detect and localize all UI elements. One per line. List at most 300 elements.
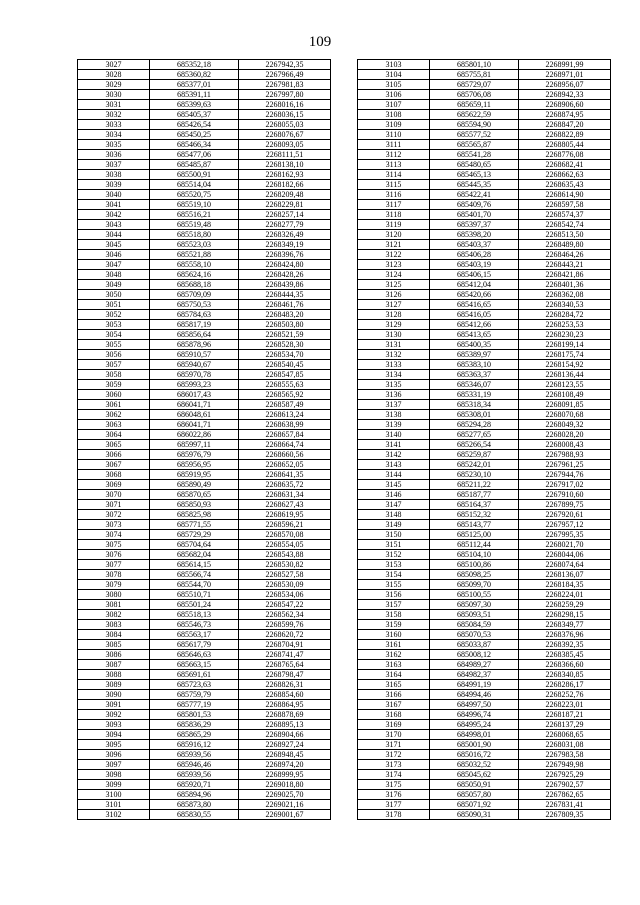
point-number-cell: 3033 [78, 120, 150, 130]
y-coordinate-cell: 2268008,43 [519, 440, 611, 450]
y-coordinate-cell: 2268530,09 [239, 580, 331, 590]
table-row [78, 390, 331, 400]
point-number-cell: 3168 [358, 710, 430, 720]
point-number-cell: 3097 [78, 760, 150, 770]
y-coordinate-cell: 2268137,29 [519, 720, 611, 730]
x-coordinate-cell: 685032,52 [430, 760, 519, 770]
point-number-cell: 3103 [358, 60, 430, 70]
point-number-cell: 3091 [78, 700, 150, 710]
y-coordinate-cell: 2268028,20 [519, 430, 611, 440]
point-number-cell: 3161 [358, 640, 430, 650]
y-coordinate-cell: 2268619,95 [239, 510, 331, 520]
x-coordinate-cell: 685830,55 [150, 810, 239, 820]
point-number-cell: 3034 [78, 130, 150, 140]
x-coordinate-cell: 685400,35 [430, 340, 519, 350]
y-coordinate-cell: 2267925,29 [519, 770, 611, 780]
point-number-cell: 3039 [78, 180, 150, 190]
point-number-cell: 3059 [78, 380, 150, 390]
y-coordinate-cell: 2268627,43 [239, 500, 331, 510]
point-number-cell: 3085 [78, 640, 150, 650]
x-coordinate-cell: 685406,15 [430, 270, 519, 280]
x-coordinate-cell: 685709,09 [150, 290, 239, 300]
x-coordinate-cell: 685946,46 [150, 760, 239, 770]
table-row [78, 790, 331, 800]
point-number-cell: 3076 [78, 550, 150, 560]
point-number-cell: 3094 [78, 730, 150, 740]
point-number-cell: 3171 [358, 740, 430, 750]
point-number-cell: 3159 [358, 620, 430, 630]
table-row [358, 670, 611, 680]
x-coordinate-cell: 686048,61 [150, 410, 239, 420]
point-number-cell: 3164 [358, 670, 430, 680]
point-number-cell: 3173 [358, 760, 430, 770]
point-number-cell: 3042 [78, 210, 150, 220]
table-row [78, 70, 331, 80]
y-coordinate-cell: 2268597,58 [519, 200, 611, 210]
point-number-cell: 3069 [78, 480, 150, 490]
table-row [78, 300, 331, 310]
table-row [358, 700, 611, 710]
y-coordinate-cell: 2267981,83 [239, 80, 331, 90]
x-coordinate-cell: 685777,19 [150, 700, 239, 710]
y-coordinate-cell: 2268209,48 [239, 190, 331, 200]
y-coordinate-cell: 2268652,05 [239, 460, 331, 470]
table-row [78, 180, 331, 190]
x-coordinate-cell: 685164,37 [430, 500, 519, 510]
x-coordinate-cell: 685098,25 [430, 570, 519, 580]
table-row [358, 200, 611, 210]
table-row [358, 600, 611, 610]
point-number-cell: 3123 [358, 260, 430, 270]
point-number-cell: 3092 [78, 710, 150, 720]
point-number-cell: 3122 [358, 250, 430, 260]
point-number-cell: 3142 [358, 450, 430, 460]
point-number-cell: 3134 [358, 370, 430, 380]
table-row [358, 570, 611, 580]
x-coordinate-cell: 685873,80 [150, 800, 239, 810]
y-coordinate-cell: 2268904,66 [239, 730, 331, 740]
point-number-cell: 3141 [358, 440, 430, 450]
table-row [78, 310, 331, 320]
y-coordinate-cell: 2268878,69 [239, 710, 331, 720]
y-coordinate-cell: 2268534,06 [239, 590, 331, 600]
table-row [358, 790, 611, 800]
point-number-cell: 3084 [78, 630, 150, 640]
x-coordinate-cell: 685546,73 [150, 620, 239, 630]
y-coordinate-cell: 2268224,01 [519, 590, 611, 600]
table-row [358, 490, 611, 500]
x-coordinate-cell: 685377,01 [150, 80, 239, 90]
table-row [358, 630, 611, 640]
y-coordinate-cell: 2268741,47 [239, 650, 331, 660]
table-row [358, 190, 611, 200]
y-coordinate-cell: 2268298,15 [519, 610, 611, 620]
table-row [78, 700, 331, 710]
x-coordinate-cell: 685093,51 [430, 610, 519, 620]
x-coordinate-cell: 685294,28 [430, 420, 519, 430]
y-coordinate-cell: 2268385,45 [519, 650, 611, 660]
y-coordinate-cell: 2268376,96 [519, 630, 611, 640]
y-coordinate-cell: 2268154,92 [519, 360, 611, 370]
y-coordinate-cell: 2268641,35 [239, 470, 331, 480]
table-row [358, 750, 611, 760]
table-row [78, 440, 331, 450]
point-number-cell: 3162 [358, 650, 430, 660]
x-coordinate-cell: 686041,71 [150, 400, 239, 410]
point-number-cell: 3098 [78, 770, 150, 780]
table-row [358, 500, 611, 510]
point-number-cell: 3053 [78, 320, 150, 330]
y-coordinate-cell: 2268927,24 [239, 740, 331, 750]
y-coordinate-cell: 2267902,57 [519, 780, 611, 790]
x-coordinate-cell: 685409,76 [430, 200, 519, 210]
point-number-cell: 3145 [358, 480, 430, 490]
table-row [358, 510, 611, 520]
x-coordinate-cell: 685352,18 [150, 60, 239, 70]
x-coordinate-cell: 685729,07 [430, 80, 519, 90]
table-row [78, 100, 331, 110]
x-coordinate-cell: 685033,87 [430, 640, 519, 650]
y-coordinate-cell: 2268974,20 [239, 760, 331, 770]
point-number-cell: 3105 [358, 80, 430, 90]
point-number-cell: 3077 [78, 560, 150, 570]
y-coordinate-cell: 2268631,34 [239, 490, 331, 500]
y-coordinate-cell: 2268895,13 [239, 720, 331, 730]
x-coordinate-cell: 685100,55 [430, 590, 519, 600]
point-number-cell: 3165 [358, 680, 430, 690]
point-number-cell: 3147 [358, 500, 430, 510]
point-number-cell: 3072 [78, 510, 150, 520]
point-number-cell: 3046 [78, 250, 150, 260]
y-coordinate-cell: 2268599,76 [239, 620, 331, 630]
point-number-cell: 3086 [78, 650, 150, 660]
x-coordinate-cell: 685624,16 [150, 270, 239, 280]
point-number-cell: 3027 [78, 60, 150, 70]
x-coordinate-cell: 685865,29 [150, 730, 239, 740]
point-number-cell: 3054 [78, 330, 150, 340]
y-coordinate-cell: 2268613,24 [239, 410, 331, 420]
table-row [358, 530, 611, 540]
table-row [358, 350, 611, 360]
x-coordinate-cell: 685211,22 [430, 480, 519, 490]
point-number-cell: 3028 [78, 70, 150, 80]
x-coordinate-cell: 685878,96 [150, 340, 239, 350]
point-number-cell: 3144 [358, 470, 430, 480]
y-coordinate-cell: 2267920,61 [519, 510, 611, 520]
x-coordinate-cell: 685704,64 [150, 540, 239, 550]
y-coordinate-cell: 2268854,60 [239, 690, 331, 700]
table-row [78, 420, 331, 430]
table-row [78, 370, 331, 380]
table-row [358, 800, 611, 810]
point-number-cell: 3172 [358, 750, 430, 760]
y-coordinate-cell: 2268682,41 [519, 160, 611, 170]
y-coordinate-cell: 2268340,85 [519, 670, 611, 680]
y-coordinate-cell: 2267899,75 [519, 500, 611, 510]
x-coordinate-cell: 685516,21 [150, 210, 239, 220]
y-coordinate-cell: 2267944,76 [519, 470, 611, 480]
y-coordinate-cell: 2268554,05 [239, 540, 331, 550]
x-coordinate-cell: 685566,74 [150, 570, 239, 580]
point-number-cell: 3149 [358, 520, 430, 530]
point-number-cell: 3140 [358, 430, 430, 440]
x-coordinate-cell: 685940,67 [150, 360, 239, 370]
x-coordinate-cell: 685331,19 [430, 390, 519, 400]
y-coordinate-cell: 2268392,35 [519, 640, 611, 650]
y-coordinate-cell: 2268229,81 [239, 200, 331, 210]
point-number-cell: 3063 [78, 420, 150, 430]
table-row [78, 230, 331, 240]
table-row [78, 740, 331, 750]
y-coordinate-cell: 2268252,76 [519, 690, 611, 700]
x-coordinate-cell: 685541,28 [430, 150, 519, 160]
y-coordinate-cell: 2268530,82 [239, 560, 331, 570]
point-number-cell: 3108 [358, 110, 430, 120]
table-row [358, 230, 611, 240]
table-row [358, 380, 611, 390]
x-coordinate-cell: 685659,11 [430, 100, 519, 110]
table-row [358, 310, 611, 320]
x-coordinate-cell: 685152,32 [430, 510, 519, 520]
x-coordinate-cell: 684997,50 [430, 700, 519, 710]
point-number-cell: 3066 [78, 450, 150, 460]
coordinates-table-left [77, 59, 331, 820]
y-coordinate-cell: 2268182,66 [239, 180, 331, 190]
y-coordinate-cell: 2268864,95 [239, 700, 331, 710]
table-row [358, 420, 611, 430]
table-row [78, 670, 331, 680]
table-row [78, 590, 331, 600]
point-number-cell: 3158 [358, 610, 430, 620]
y-coordinate-cell: 2268136,07 [519, 570, 611, 580]
point-number-cell: 3169 [358, 720, 430, 730]
point-number-cell: 3078 [78, 570, 150, 580]
point-number-cell: 3043 [78, 220, 150, 230]
point-number-cell: 3074 [78, 530, 150, 540]
point-number-cell: 3070 [78, 490, 150, 500]
y-coordinate-cell: 2267995,35 [519, 530, 611, 540]
table-row [78, 730, 331, 740]
point-number-cell: 3075 [78, 540, 150, 550]
y-coordinate-cell: 2267988,93 [519, 450, 611, 460]
table-row [358, 120, 611, 130]
y-coordinate-cell: 2268349,77 [519, 620, 611, 630]
x-coordinate-cell: 685412,66 [430, 320, 519, 330]
y-coordinate-cell: 2268874,95 [519, 110, 611, 120]
y-coordinate-cell: 2269025,70 [239, 790, 331, 800]
y-coordinate-cell: 2268199,14 [519, 340, 611, 350]
table-row [78, 160, 331, 170]
x-coordinate-cell: 685916,12 [150, 740, 239, 750]
y-coordinate-cell: 2268906,60 [519, 100, 611, 110]
point-number-cell: 3155 [358, 580, 430, 590]
point-number-cell: 3082 [78, 610, 150, 620]
point-number-cell: 3136 [358, 390, 430, 400]
point-number-cell: 3110 [358, 130, 430, 140]
table-row [358, 130, 611, 140]
table-row [78, 720, 331, 730]
table-row [78, 290, 331, 300]
table-row [358, 400, 611, 410]
table-row [78, 80, 331, 90]
x-coordinate-cell: 685817,19 [150, 320, 239, 330]
x-coordinate-cell: 685518,13 [150, 610, 239, 620]
x-coordinate-cell: 685391,11 [150, 90, 239, 100]
y-coordinate-cell: 2267942,35 [239, 60, 331, 70]
x-coordinate-cell: 685070,53 [430, 630, 519, 640]
y-coordinate-cell: 2268503,80 [239, 320, 331, 330]
point-number-cell: 3118 [358, 210, 430, 220]
y-coordinate-cell: 2268136,44 [519, 370, 611, 380]
y-coordinate-cell: 2268259,29 [519, 600, 611, 610]
x-coordinate-cell: 685308,01 [430, 410, 519, 420]
table-row [78, 400, 331, 410]
table-row [78, 540, 331, 550]
table-row [358, 460, 611, 470]
table-row [78, 690, 331, 700]
x-coordinate-cell: 685519,10 [150, 200, 239, 210]
point-number-cell: 3114 [358, 170, 430, 180]
table-row [358, 180, 611, 190]
x-coordinate-cell: 685001,90 [430, 740, 519, 750]
table-row [78, 780, 331, 790]
point-number-cell: 3064 [78, 430, 150, 440]
table-row [78, 640, 331, 650]
table-row [78, 130, 331, 140]
x-coordinate-cell: 685521,88 [150, 250, 239, 260]
x-coordinate-cell: 685445,35 [430, 180, 519, 190]
point-number-cell: 3050 [78, 290, 150, 300]
table-row [358, 730, 611, 740]
page-number: 109 [308, 34, 332, 50]
x-coordinate-cell: 685801,53 [150, 710, 239, 720]
table-row [78, 120, 331, 130]
point-number-cell: 3124 [358, 270, 430, 280]
y-coordinate-cell: 2268991,99 [519, 60, 611, 70]
x-coordinate-cell: 685939,56 [150, 750, 239, 760]
point-number-cell: 3120 [358, 230, 430, 240]
point-number-cell: 3051 [78, 300, 150, 310]
table-row [78, 560, 331, 570]
x-coordinate-cell: 686017,43 [150, 390, 239, 400]
point-number-cell: 3036 [78, 150, 150, 160]
y-coordinate-cell: 2268570,08 [239, 530, 331, 540]
y-coordinate-cell: 2268223,01 [519, 700, 611, 710]
point-number-cell: 3062 [78, 410, 150, 420]
point-number-cell: 3037 [78, 160, 150, 170]
table-row [358, 290, 611, 300]
table-row [358, 520, 611, 530]
table-row [358, 440, 611, 450]
point-number-cell: 3174 [358, 770, 430, 780]
y-coordinate-cell: 2268036,15 [239, 110, 331, 120]
point-number-cell: 3083 [78, 620, 150, 630]
point-number-cell: 3115 [358, 180, 430, 190]
point-number-cell: 3102 [78, 810, 150, 820]
y-coordinate-cell: 2268428,26 [239, 270, 331, 280]
point-number-cell: 3068 [78, 470, 150, 480]
y-coordinate-cell: 2268091,85 [519, 400, 611, 410]
table-row [358, 720, 611, 730]
point-number-cell: 3041 [78, 200, 150, 210]
y-coordinate-cell: 2267997,80 [239, 90, 331, 100]
table-row [358, 540, 611, 550]
x-coordinate-cell: 685397,37 [430, 220, 519, 230]
y-coordinate-cell: 2268999,95 [239, 770, 331, 780]
point-number-cell: 3150 [358, 530, 430, 540]
y-coordinate-cell: 2268826,31 [239, 680, 331, 690]
y-coordinate-cell: 2268443,21 [519, 260, 611, 270]
point-number-cell: 3139 [358, 420, 430, 430]
y-coordinate-cell: 2268555,63 [239, 380, 331, 390]
point-number-cell: 3167 [358, 700, 430, 710]
point-number-cell: 3151 [358, 540, 430, 550]
x-coordinate-cell: 685836,29 [150, 720, 239, 730]
point-number-cell: 3099 [78, 780, 150, 790]
point-number-cell: 3148 [358, 510, 430, 520]
point-number-cell: 3131 [358, 340, 430, 350]
x-coordinate-cell: 685403,19 [430, 260, 519, 270]
point-number-cell: 3055 [78, 340, 150, 350]
y-coordinate-cell: 2268074,64 [519, 560, 611, 570]
point-number-cell: 3170 [358, 730, 430, 740]
y-coordinate-cell: 2268070,68 [519, 410, 611, 420]
y-coordinate-cell: 2268660,56 [239, 450, 331, 460]
x-coordinate-cell: 684996,74 [430, 710, 519, 720]
point-number-cell: 3093 [78, 720, 150, 730]
table-row [358, 810, 611, 820]
y-coordinate-cell: 2268016,16 [239, 100, 331, 110]
x-coordinate-cell: 684995,24 [430, 720, 519, 730]
x-coordinate-cell: 685485,87 [150, 160, 239, 170]
y-coordinate-cell: 2268521,59 [239, 330, 331, 340]
y-coordinate-cell: 2268620,72 [239, 630, 331, 640]
table-row [358, 430, 611, 440]
x-coordinate-cell: 685266,54 [430, 440, 519, 450]
x-coordinate-cell: 685919,95 [150, 470, 239, 480]
x-coordinate-cell: 685480,65 [430, 160, 519, 170]
y-coordinate-cell: 2268483,20 [239, 310, 331, 320]
y-coordinate-cell: 2267949,98 [519, 760, 611, 770]
y-coordinate-cell: 2268948,45 [239, 750, 331, 760]
x-coordinate-cell: 685416,05 [430, 310, 519, 320]
table-row [78, 510, 331, 520]
y-coordinate-cell: 2268528,30 [239, 340, 331, 350]
table-row [78, 90, 331, 100]
x-coordinate-cell: 685706,08 [430, 90, 519, 100]
table-row [78, 270, 331, 280]
point-number-cell: 3032 [78, 110, 150, 120]
x-coordinate-cell: 685242,01 [430, 460, 519, 470]
coordinates-table-right [357, 59, 611, 820]
point-number-cell: 3080 [78, 590, 150, 600]
x-coordinate-cell: 685104,10 [430, 550, 519, 560]
point-number-cell: 3163 [358, 660, 430, 670]
table-row [78, 450, 331, 460]
table-row [358, 760, 611, 770]
x-coordinate-cell: 685465,13 [430, 170, 519, 180]
x-coordinate-cell: 684989,27 [430, 660, 519, 670]
point-number-cell: 3096 [78, 750, 150, 760]
x-coordinate-cell: 685477,06 [150, 150, 239, 160]
x-coordinate-cell: 685406,28 [430, 250, 519, 260]
point-number-cell: 3143 [358, 460, 430, 470]
y-coordinate-cell: 2268562,34 [239, 610, 331, 620]
y-coordinate-cell: 2268031,08 [519, 740, 611, 750]
table-row [358, 690, 611, 700]
y-coordinate-cell: 2267983,58 [519, 750, 611, 760]
table-row [358, 220, 611, 230]
